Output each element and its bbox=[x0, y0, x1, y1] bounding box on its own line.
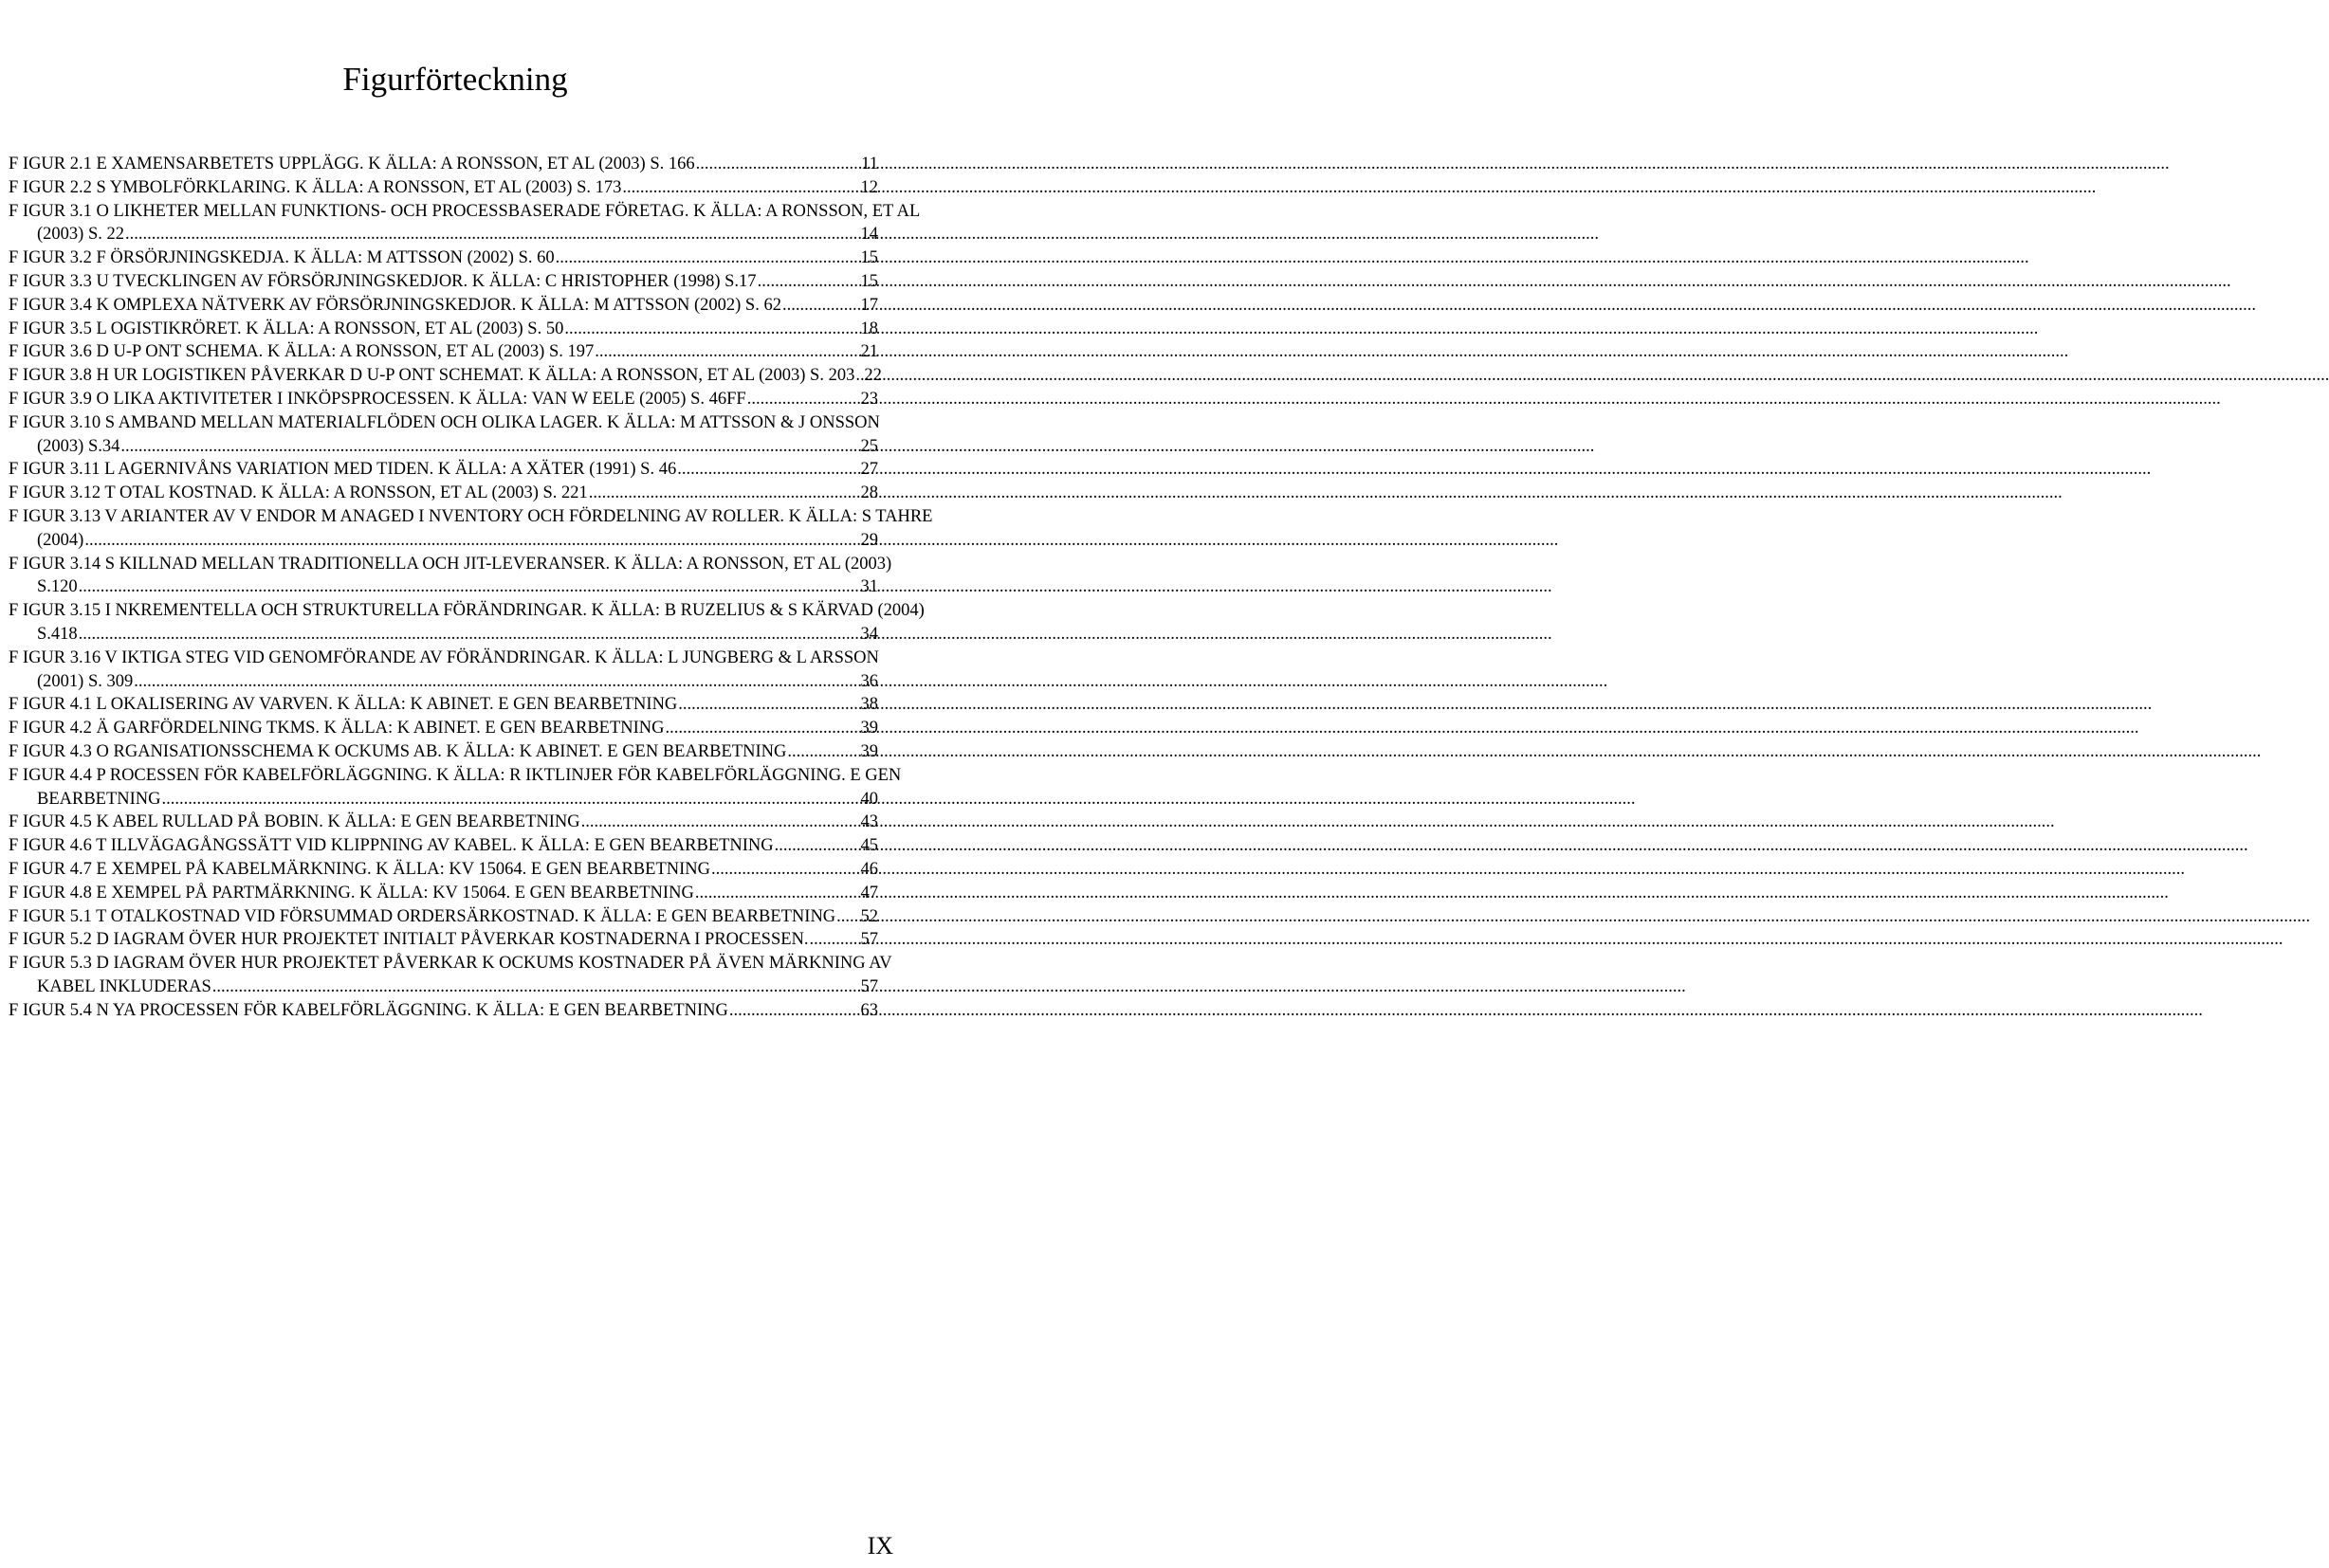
dot-leader bbox=[695, 882, 860, 905]
figure-entry bbox=[9, 999, 878, 1023]
dot-leader bbox=[212, 975, 860, 999]
figure-page-number: 11 bbox=[861, 155, 878, 173]
figure-entry bbox=[9, 834, 878, 858]
figure-entry bbox=[9, 505, 933, 553]
figure-entry-text: S.120 bbox=[37, 577, 78, 597]
dot-leader bbox=[125, 223, 860, 246]
figure-page-number: 21 bbox=[860, 342, 878, 362]
dot-leader bbox=[729, 999, 860, 1023]
figure-entry bbox=[9, 599, 925, 647]
dot-leader bbox=[79, 623, 860, 647]
figure-entry-text: F IGUR 5.4 N YA PROCESSEN FÖR KABELFÖRLÄGGNING. K ÄLLA: E GEN BEARBETNING bbox=[9, 1000, 728, 1020]
figure-entry-text: F IGUR 3.12 T OTAL KOSTNAD. K ÄLLA: A RONSSON, ET AL (2003) S. 221 bbox=[9, 483, 588, 503]
figure-page-number: 57 bbox=[860, 930, 878, 950]
dot-leader bbox=[855, 364, 863, 388]
dot-leader bbox=[162, 788, 860, 811]
page-number: IX bbox=[867, 1532, 893, 1559]
figure-page-number: 52 bbox=[860, 906, 878, 926]
dot-leader bbox=[120, 435, 859, 459]
figure-page-number: 45 bbox=[860, 836, 878, 856]
figure-page-number: 17 bbox=[860, 295, 878, 315]
dot-leader bbox=[622, 176, 859, 200]
figure-entry bbox=[9, 388, 878, 411]
figure-entry bbox=[9, 858, 878, 882]
figure-entry-text: F IGUR 2.2 S YMBOLFÖRKLARING. K ÄLLA: A RONSSON, ET AL (2003) S. 173 bbox=[9, 177, 622, 197]
dot-leader bbox=[696, 153, 861, 176]
figure-list bbox=[9, 153, 933, 1022]
figure-page-number: 39 bbox=[860, 741, 878, 761]
figure-entry-text: F IGUR 3.6 D U-P ONT SCHEMA. K ÄLLA: A RONSSON, ET AL (2003) S. 197 bbox=[9, 342, 595, 362]
figure-entry bbox=[9, 905, 878, 929]
figure-entry bbox=[9, 647, 878, 694]
figure-entry bbox=[9, 764, 902, 811]
dot-leader bbox=[758, 270, 860, 294]
figure-entry bbox=[9, 200, 921, 247]
figure-entry bbox=[9, 693, 878, 717]
figure-entry-text: F IGUR 3.8 H UR LOGISTIKEN PÅVERKAR D U-P ONT SCHEMAT. K ÄLLA: A RONSSON, ET AL (2003) S. 203 bbox=[9, 366, 855, 386]
figure-page-number: 39 bbox=[860, 719, 878, 738]
figure-entry bbox=[9, 153, 878, 176]
figure-entry bbox=[9, 952, 892, 999]
figure-entry bbox=[9, 553, 892, 600]
figure-page-number: 14 bbox=[860, 225, 878, 245]
figure-entry bbox=[9, 176, 878, 200]
dot-leader bbox=[134, 670, 859, 694]
figure-page-number: 29 bbox=[860, 530, 878, 550]
figure-entry-text: F IGUR 4.4 P ROCESSEN FÖR KABELFÖRLÄGGNING. K ÄLLA: R IKTLINJER FÖR KABELFÖRLÄGGNING. E GEN bbox=[9, 765, 902, 785]
figure-entry-text: F IGUR 3.5 L OGISTIKRÖRET. K ÄLLA: A RONSSON, ET AL (2003) S. 50 bbox=[9, 319, 564, 338]
dot-leader bbox=[810, 928, 860, 952]
dot-leader bbox=[589, 482, 860, 505]
figure-entry-text: F IGUR 5.1 T OTALKOSTNAD VID FÖRSUMMAD ORDERSÄRKOSTNAD. K ÄLLA: E GEN BEARBETNING bbox=[9, 906, 836, 926]
figure-page-number: 63 bbox=[860, 1000, 878, 1020]
figure-entry-text: F IGUR 2.1 E XAMENSARBETETS UPPLÄGG. K ÄLLA: A RONSSON, ET AL (2003) S. 166 bbox=[9, 155, 695, 173]
figure-page-number: 25 bbox=[860, 436, 878, 456]
figure-page-number: 28 bbox=[860, 483, 878, 503]
figure-entry bbox=[9, 458, 878, 482]
figure-entry-text: F IGUR 5.2 D IAGRAM ÖVER HUR PROJEKTET INITIALT PÅVERKAR KOSTNADERNA I PROCESSEN. bbox=[9, 930, 809, 950]
figure-entry bbox=[9, 411, 878, 459]
figure-entry-text: F IGUR 5.3 D IAGRAM ÖVER HUR PROJEKTET PÅVERKAR K OCKUMS KOSTNADER PÅ ÄVEN MÄRKNING AV bbox=[9, 954, 892, 974]
figure-entry-text: F IGUR 4.8 E XEMPEL PÅ PARTMÄRKNING. K ÄLLA: KV 15064. E GEN BEARBETNING bbox=[9, 883, 694, 903]
figure-entry-text: S.418 bbox=[37, 624, 78, 644]
figure-entry-text: (2001) S. 309 bbox=[37, 671, 134, 691]
figure-entry bbox=[9, 882, 878, 905]
figure-entry bbox=[9, 740, 878, 764]
figure-page-number: 40 bbox=[860, 789, 878, 809]
dot-leader bbox=[678, 693, 859, 717]
figure-entry-text: F IGUR 4.1 L OKALISERING AV VARVEN. K ÄLLA: K ABINET. E GEN BEARBETNING bbox=[9, 695, 678, 715]
figure-entry-text: (2004) bbox=[37, 530, 84, 550]
figure-entry-text: F IGUR 4.5 K ABEL RULLAD PÅ BOBIN. K ÄLLA: E GEN BEARBETNING bbox=[9, 812, 580, 832]
dot-leader bbox=[747, 388, 860, 411]
dot-leader bbox=[556, 246, 860, 270]
figure-page-number: 27 bbox=[860, 460, 878, 480]
figure-entry-text: F IGUR 3.11 L AGERNIVÅNS VARIATION MED TIDEN. K ÄLLA: A XÄTER (1991) S. 46 bbox=[9, 460, 677, 480]
figure-entry bbox=[9, 364, 882, 388]
dot-leader bbox=[581, 811, 860, 834]
figure-page-number: 38 bbox=[860, 695, 878, 715]
figure-entry-text: F IGUR 3.14 S KILLNAD MELLAN TRADITIONELLA OCH JIT-LEVERANSER. K ÄLLA: A RONSSON, ET AL (2003) bbox=[9, 554, 892, 574]
figure-page-number: 47 bbox=[860, 883, 878, 903]
figure-page-number: 43 bbox=[860, 812, 878, 832]
figure-entry bbox=[9, 246, 878, 270]
figure-entry-text: F IGUR 4.7 E XEMPEL PÅ KABELMÄRKNING. K ÄLLA: KV 15064. E GEN BEARBETNING bbox=[9, 859, 710, 879]
figure-page-number: 46 bbox=[860, 859, 878, 879]
dot-leader bbox=[84, 529, 859, 553]
figure-entry bbox=[9, 318, 878, 341]
dot-leader bbox=[564, 318, 859, 341]
dot-leader bbox=[79, 575, 860, 599]
figure-entry-text: F IGUR 3.2 F ÖRSÖRJNINGSKEDJA. K ÄLLA: M ATTSSON (2002) S. 60 bbox=[9, 248, 555, 268]
dot-leader bbox=[711, 858, 860, 882]
dot-leader bbox=[775, 834, 860, 858]
figure-entry-text: F IGUR 3.16 V IKTIGA STEG VID GENOMFÖRANDE AV FÖRÄNDRINGAR. K ÄLLA: L JUNGBERG & L ARSSON bbox=[9, 647, 879, 667]
figure-entry bbox=[9, 294, 878, 318]
figure-entry-text: F IGUR 3.13 V ARIANTER AV V ENDOR M ANAGED I NVENTORY OCH FÖRDELNING AV ROLLER. K ÄLLA: S TAHRE bbox=[9, 506, 933, 526]
dot-leader bbox=[595, 340, 859, 364]
figure-entry bbox=[9, 340, 878, 364]
figure-page-number: 57 bbox=[860, 976, 878, 996]
figure-entry-text: F IGUR 3.10 S AMBAND MELLAN MATERIALFLÖDEN OCH OLIKA LAGER. K ÄLLA: M ATTSSON & J ONSSON bbox=[9, 412, 880, 432]
figure-entry-text: BEARBETNING bbox=[37, 789, 161, 809]
figure-entry-text: F IGUR 3.1 O LIKHETER MELLAN FUNKTIONS- OCH PROCESSBASERADE FÖRETAG. K ÄLLA: A RONSSON, ET AL bbox=[9, 201, 921, 221]
dot-leader bbox=[787, 740, 859, 764]
figure-page-number: 34 bbox=[860, 624, 878, 644]
figure-page-number: 15 bbox=[860, 248, 878, 268]
figure-entry bbox=[9, 482, 878, 505]
figure-entry-text: F IGUR 3.15 I NKREMENTELLA OCH STRUKTURELLA FÖRÄNDRINGAR. K ÄLLA: B RUZELIUS & S KÄRVAD (2004) bbox=[9, 601, 925, 621]
figure-entry-text: (2003) S.34 bbox=[37, 436, 120, 456]
dot-leader bbox=[677, 458, 859, 482]
figure-page-number: 18 bbox=[860, 319, 878, 338]
figure-entry bbox=[9, 928, 878, 952]
dot-leader bbox=[836, 905, 859, 929]
figure-entry-text: F IGUR 3.4 K OMPLEXA NÄTVERK AV FÖRSÖRJNINGSKEDJOR. K ÄLLA: M ATTSSON (2002) S. 62 bbox=[9, 295, 781, 315]
figure-entry-text: F IGUR 4.2 Ä GARFÖRDELNING TKMS. K ÄLLA: K ABINET. E GEN BEARBETNING bbox=[9, 719, 665, 738]
figure-page-number: 36 bbox=[860, 671, 878, 691]
figure-entry bbox=[9, 811, 878, 834]
figure-entry-text: KABEL INKLUDERAS bbox=[37, 976, 211, 996]
figure-page-number: 15 bbox=[860, 271, 878, 291]
figure-page-number: 12 bbox=[860, 177, 878, 197]
figure-entry bbox=[9, 270, 878, 294]
figure-entry-text: F IGUR 4.3 O RGANISATIONSSCHEMA K OCKUMS AB. K ÄLLA: K ABINET. E GEN BEARBETNING bbox=[9, 741, 787, 761]
figure-entry-text: F IGUR 4.6 T ILLVÄGAGÅNGSSÄTT VID KLIPPNING AV KABEL. K ÄLLA: E GEN BEARBETNING bbox=[9, 836, 774, 856]
page-title: Figurförteckning bbox=[342, 61, 568, 98]
figure-entry-text: F IGUR 3.3 U TVECKLINGEN AV FÖRSÖRJNINGSKEDJOR. K ÄLLA: C HRISTOPHER (1998) S.17 bbox=[9, 271, 757, 291]
figure-page-number: 31 bbox=[860, 577, 878, 597]
figure-entry bbox=[9, 717, 878, 740]
dot-leader bbox=[666, 717, 860, 740]
dot-leader bbox=[782, 294, 860, 318]
figure-page-number: 22 bbox=[864, 366, 882, 386]
figure-entry-text: (2003) S. 22 bbox=[37, 225, 124, 245]
figure-page-number: 23 bbox=[860, 389, 878, 409]
figure-entry-text: F IGUR 3.9 O LIKA AKTIVITETER I INKÖPSPROCESSEN. K ÄLLA: VAN W EELE (2005) S. 46FF bbox=[9, 389, 746, 409]
